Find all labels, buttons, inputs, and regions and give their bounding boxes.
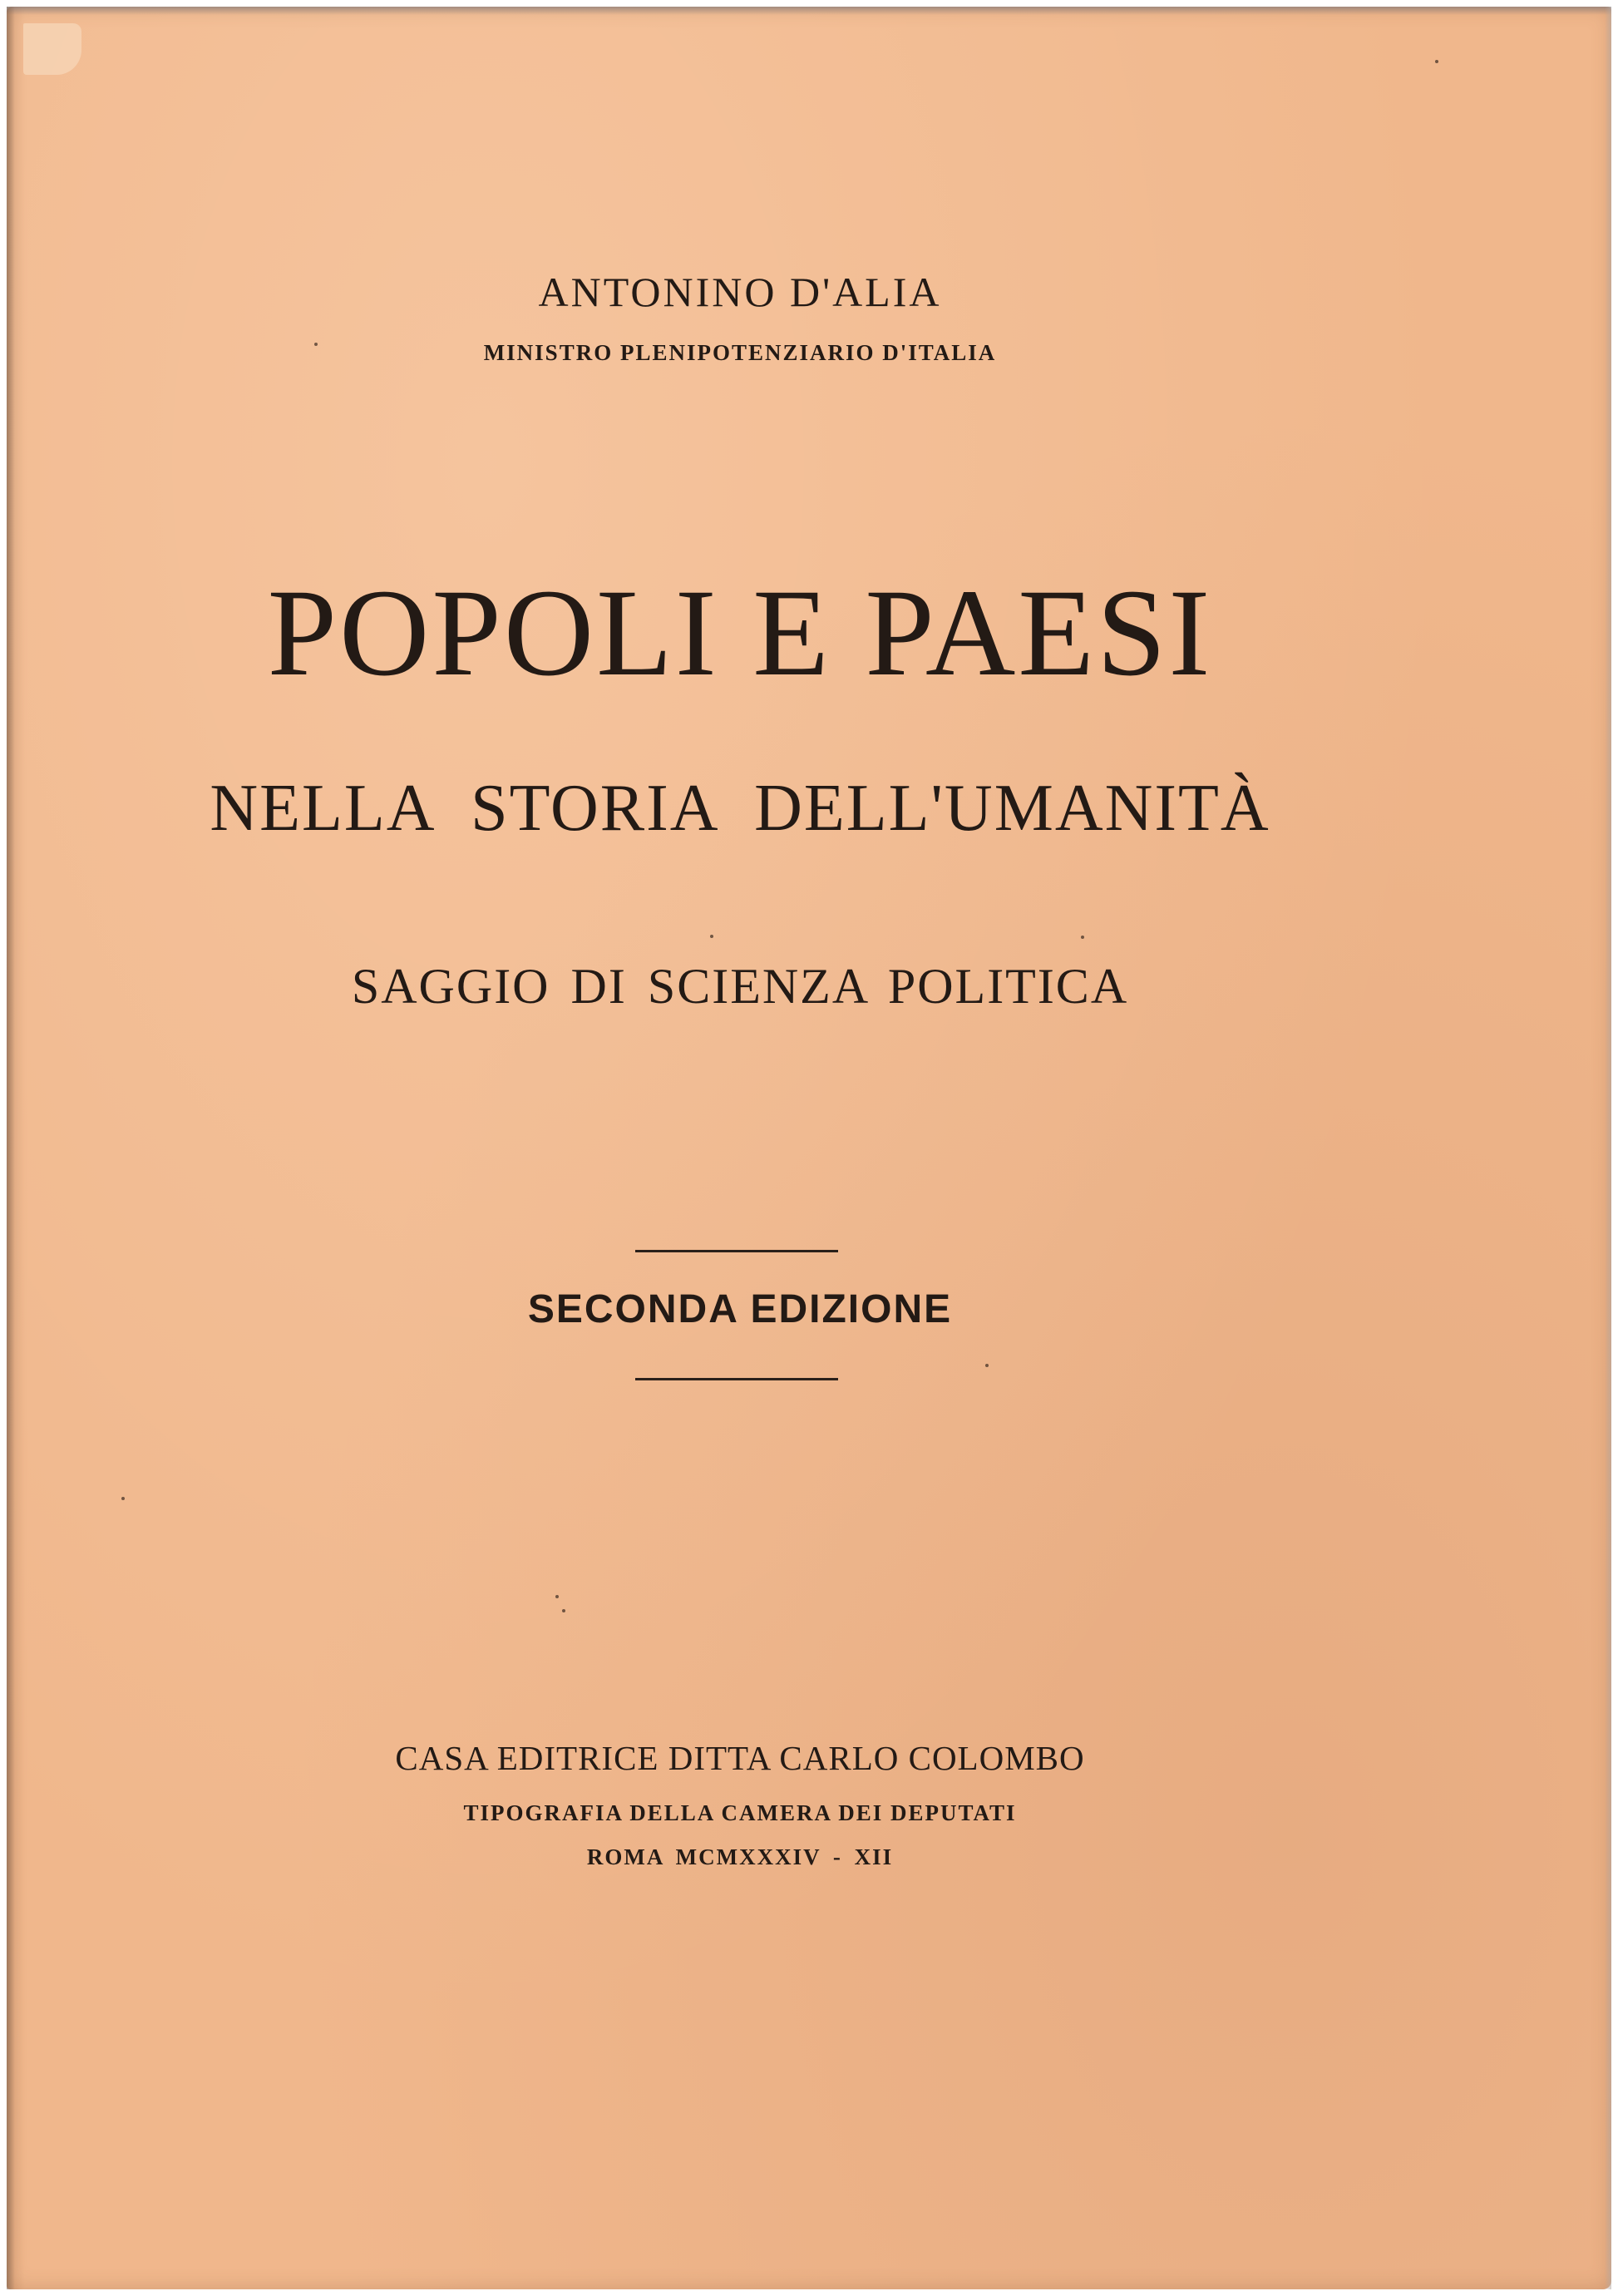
paper-speck — [710, 935, 713, 938]
author-role: MINISTRO PLENIPOTENZIARIO D'ITALIA — [483, 340, 997, 365]
author-name: ANTONINO D'ALIA — [538, 269, 942, 315]
edition-label: SECONDA EDIZIONE — [527, 1287, 953, 1331]
paper-speck — [314, 343, 318, 346]
edition-rule-top — [635, 1250, 838, 1252]
paper-speck — [555, 1595, 559, 1598]
paper-speck — [1081, 936, 1084, 939]
edition-rule-bottom — [635, 1378, 838, 1380]
publisher-name: CASA EDITRICE DITTA CARLO COLOMBO — [395, 1739, 1085, 1777]
paper-speck — [562, 1609, 565, 1612]
cover-edge-wear-right — [1605, 7, 1611, 2289]
book-title-continuation: NELLA STORIA DELL'UMANITÀ — [210, 772, 1270, 845]
book-subtitle: SAGGIO DI SCIENZA POLITICA — [351, 959, 1129, 1014]
paper-speck — [121, 1497, 125, 1500]
corner-chip — [23, 23, 81, 75]
paper-speck — [985, 1364, 989, 1367]
place-and-date: ROMA MCMXXXIV - XII — [586, 1844, 894, 1869]
cover-edge-wear-top — [7, 7, 1611, 15]
printer-name: TIPOGRAFIA DELLA CAMERA DEI DEPUTATI — [463, 1800, 1017, 1825]
paper-speck — [1435, 60, 1438, 63]
book-title: POPOLI E PAESI — [267, 564, 1213, 702]
